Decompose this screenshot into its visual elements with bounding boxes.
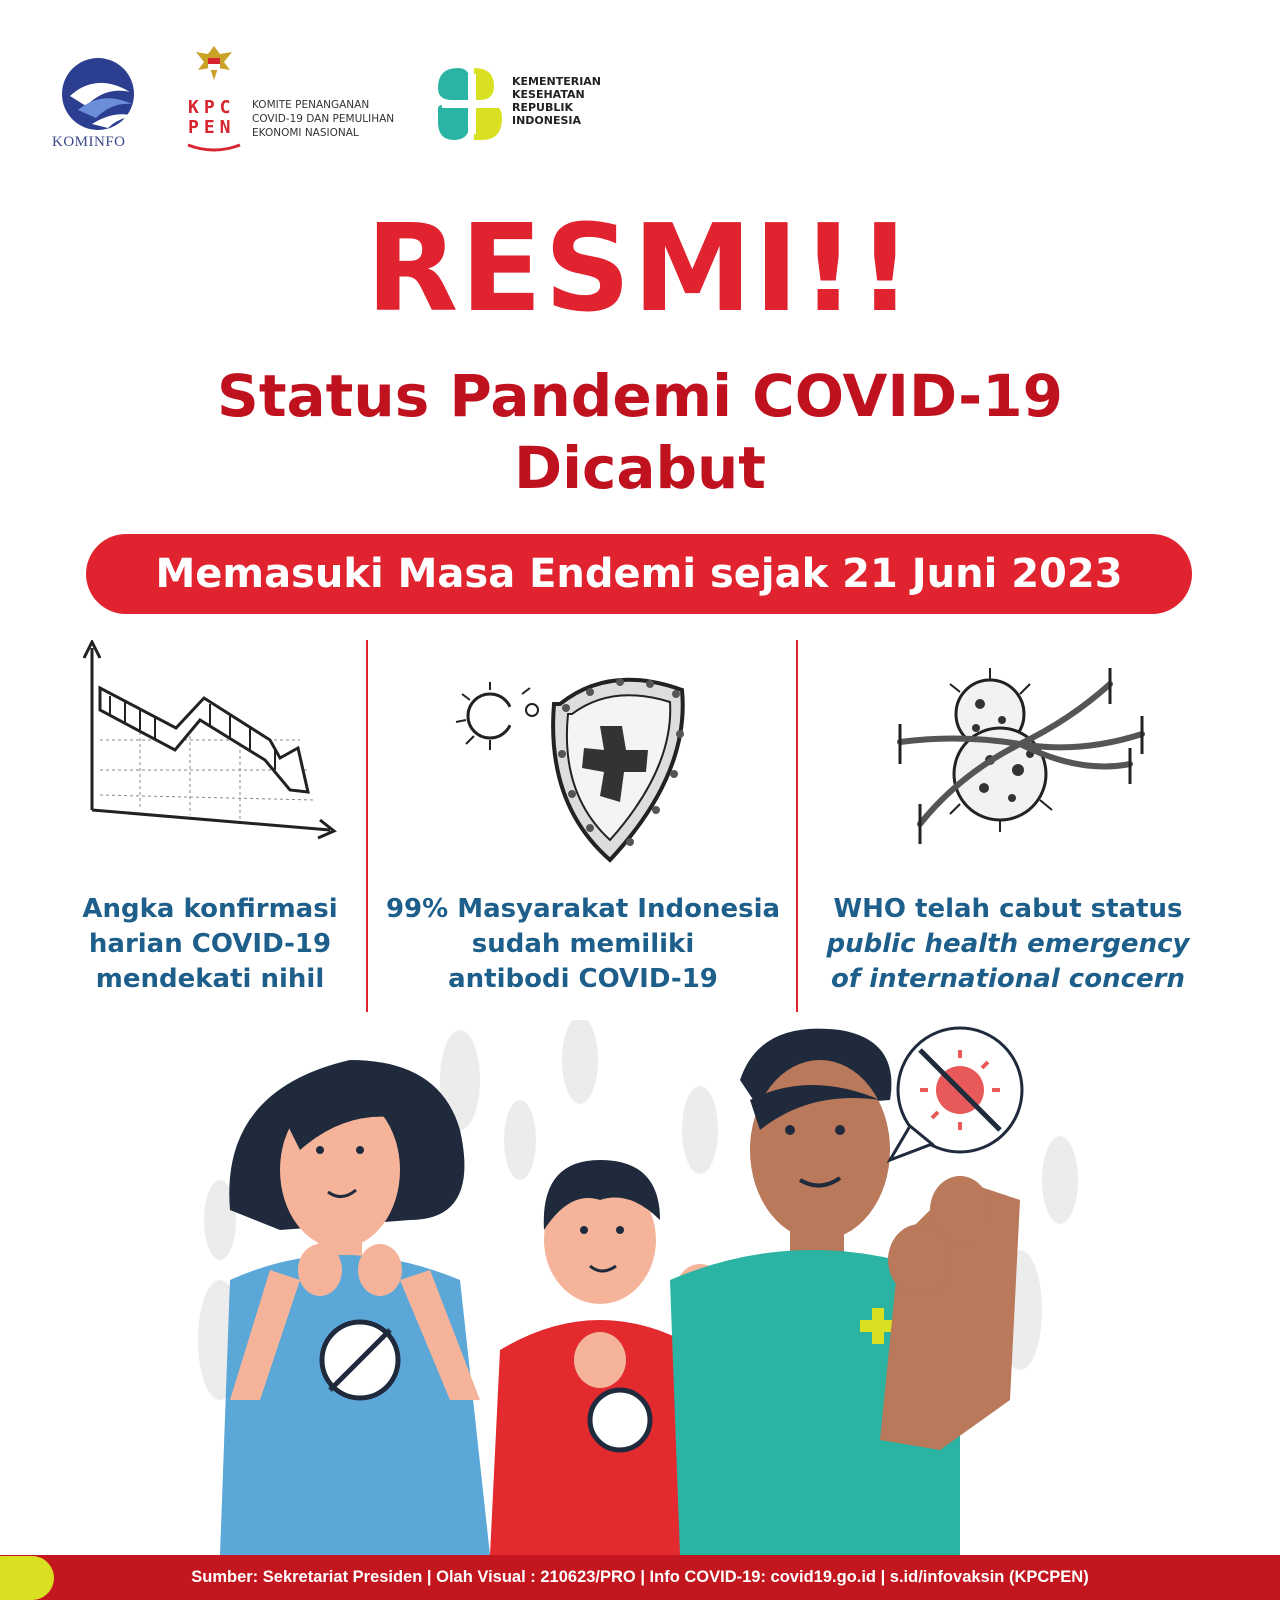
kominfo-logo bbox=[56, 52, 146, 132]
pen-text: PEN bbox=[188, 117, 236, 138]
kpcpen-description: KOMITE PENANGANAN COVID-19 DAN PEMULIHAN EKONOMI NASIONAL bbox=[252, 99, 395, 139]
subtitle-line-2: Dicabut bbox=[513, 434, 767, 502]
kominfo-label: KOMINFO bbox=[52, 134, 126, 150]
book-icon bbox=[186, 140, 242, 152]
column-divider-2 bbox=[796, 640, 798, 1012]
footer-source: Sumber: Sekretariat Presiden | Olah Visual : 210623/PRO | Info COVID-19: covid19.go.id | s.id/infovaksin (KPCPEN) bbox=[0, 1555, 1280, 1600]
stat-antibodies: 99% Masyarakat Indonesia sudah memiliki antibodi COVID-19 bbox=[385, 894, 781, 994]
endemic-banner: Memasuki Masa Endemi sejak 21 Juni 2023 bbox=[86, 534, 1192, 614]
garuda-emblem-icon bbox=[194, 44, 234, 86]
declining-chart-icon bbox=[80, 640, 340, 850]
subtitle-line-1: Status Pandemi COVID-19 bbox=[217, 362, 1063, 430]
kpcpen-letters bbox=[188, 98, 236, 138]
kemenkes-logo-icon bbox=[428, 64, 506, 144]
tied-virus-icon bbox=[880, 664, 1160, 854]
stat-who: WHO telah cabut status public health emergency of international concern bbox=[826, 894, 1190, 994]
shield-virus-icon bbox=[450, 664, 710, 874]
pacman-virus-icon bbox=[456, 682, 538, 750]
family-flexing-illustration bbox=[160, 1020, 1120, 1555]
no-virus-icon bbox=[890, 1028, 1022, 1160]
footer-accent-dot bbox=[0, 1556, 54, 1600]
kemenkes-description: KEMENTERIAN KESEHATAN REPUBLIK INDONESIA bbox=[512, 75, 602, 127]
subtitle bbox=[60, 360, 1220, 504]
kominfo-logo-icon bbox=[56, 52, 146, 132]
stat-confirmations: Angka konfirmasi harian COVID-19 mendekati nihil bbox=[82, 894, 338, 994]
woman-figure bbox=[220, 1060, 490, 1555]
headline: RESMI!! bbox=[365, 200, 915, 339]
kpc-text: KPC bbox=[188, 97, 236, 118]
